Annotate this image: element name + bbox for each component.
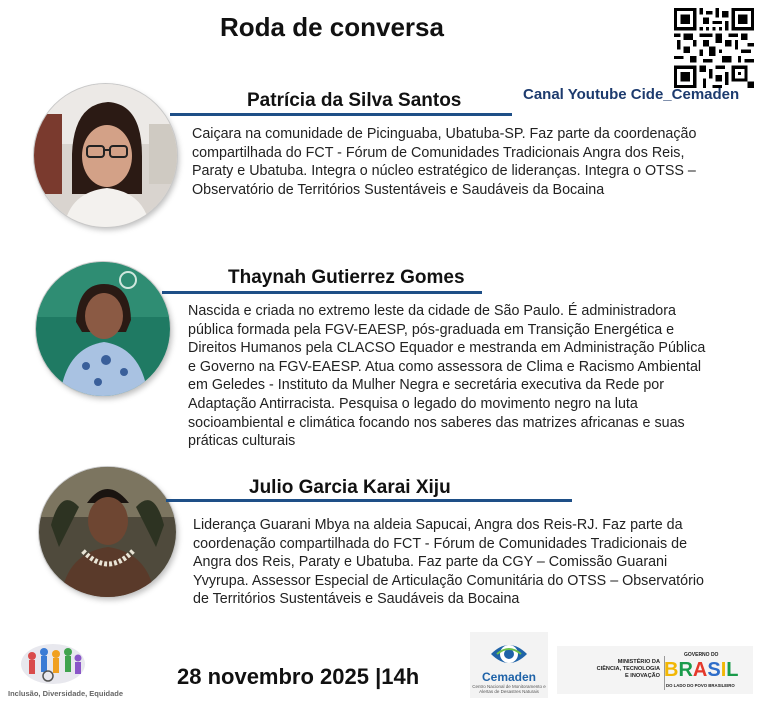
bio-line: Angra dos Reis, Paraty e Ubatuba. Faz parte da CGY – Comissão Guarani [193,554,668,571]
youtube-channel-label[interactable]: Canal Youtube Cide_Cemaden [523,86,740,103]
speaker-photo-julio [39,467,176,597]
page-title: Roda de conversa [220,12,444,42]
speaker-name: Patrícia da Silva Santos [247,90,462,111]
bio-line: em Geledes - Instituto da Mulher Negra e secretária executiva da Rede por [188,377,665,394]
speaker-bio [193,516,763,609]
name-underline [166,499,572,502]
bio-line: Adaptação Antirracista. Pesquisa o legado do movimento negro na luta [188,395,638,412]
speaker-name: Julio Garcia Karai Xiju [249,477,451,498]
speaker-photo-patricia [34,84,177,227]
bio-line: coordenação compartilhada do FCT - Fórum de Comunidades Tradicionais de [193,535,688,552]
bio-line: compartilhada do FCT - Fórum de Comunidades Tradicionais Angra dos Reis, [192,144,685,161]
speaker-bio [192,125,764,199]
bio-line: Direitos Humanos pela CLACSO Equador e mestranda em Administração Pública [188,340,706,357]
bio-line: práticas culturais [188,433,296,450]
cemaden-subtitle: Centro Nacional de Monitoramento e Alertas de Desastres Naturais [472,684,546,694]
brasil-letter: S [707,659,721,681]
name-underline [162,291,482,294]
ministry-line: E INOVAÇÃO [624,673,660,679]
bio-line: e Governo na FGV-EAESP. Atua como assessora de Clima e Racismo Ambiental [188,358,702,375]
ministry-line: CIÊNCIA, TECNOLOGIA [596,666,660,672]
gov-label: GOVERNO DO [684,652,719,658]
brasil-letter: A [692,659,708,681]
cemaden-eye-icon [489,638,529,670]
brasil-wordmark [664,659,738,682]
bio-line: pública formada pela FGV-EAESP, pós-graduada em Transição Energética e [188,321,675,338]
event-date: 28 novembro 2025 |14h [177,664,420,689]
brasil-letter: R [678,659,693,681]
bio-line: Nascida e criada no extremo leste da cidade de São Paulo. É administradora [188,303,676,319]
name-underline [170,113,512,116]
bio-line: Paraty e Ubatuba. Integra o núcleo estratégico de lideranças. Integra o OTSS – [192,163,696,180]
ministry-name [580,659,660,680]
brasil-word [664,659,738,681]
bio-line: Liderança Guarani Mbya na aldeia Sapucai, Angra dos Reis-RJ. Faz parte da [193,517,683,533]
qr-code[interactable] [674,8,754,88]
bio-line: de Territórios Sustentáveis e Saudáveis da Bocaina [193,591,520,608]
inclusion-logo-icon [18,636,88,688]
speaker-bio [188,302,764,451]
brasil-letter: L [726,659,739,681]
brasil-letter: B [664,659,679,681]
brasil-letter: I [720,659,727,681]
inclusion-caption: Inclusão, Diversidade, Equidade [8,689,124,698]
ministry-line: MINISTÉRIO DA [617,659,660,665]
bio-line: Yvyrupa. Assessor Especial de Articulação Comunitária do OTSS – Observatório [193,572,704,589]
cemaden-name: Cemaden [481,670,537,684]
gov-tagline: DO LADO DO POVO BRASILEIRO [666,683,735,688]
speaker-name: Thaynah Gutierrez Gomes [228,267,465,288]
bio-line: socioambiental e climática focando nos saberes das matrizes africanas e suas [188,414,685,431]
speaker-photo-thaynah [36,262,170,396]
bio-line: Observatório de Territórios Sustentáveis e Saudáveis da Bocaina [192,181,605,198]
bio-line: Caiçara na comunidade de Picinguaba, Ubatuba-SP. Faz parte da coordenação [192,126,697,142]
